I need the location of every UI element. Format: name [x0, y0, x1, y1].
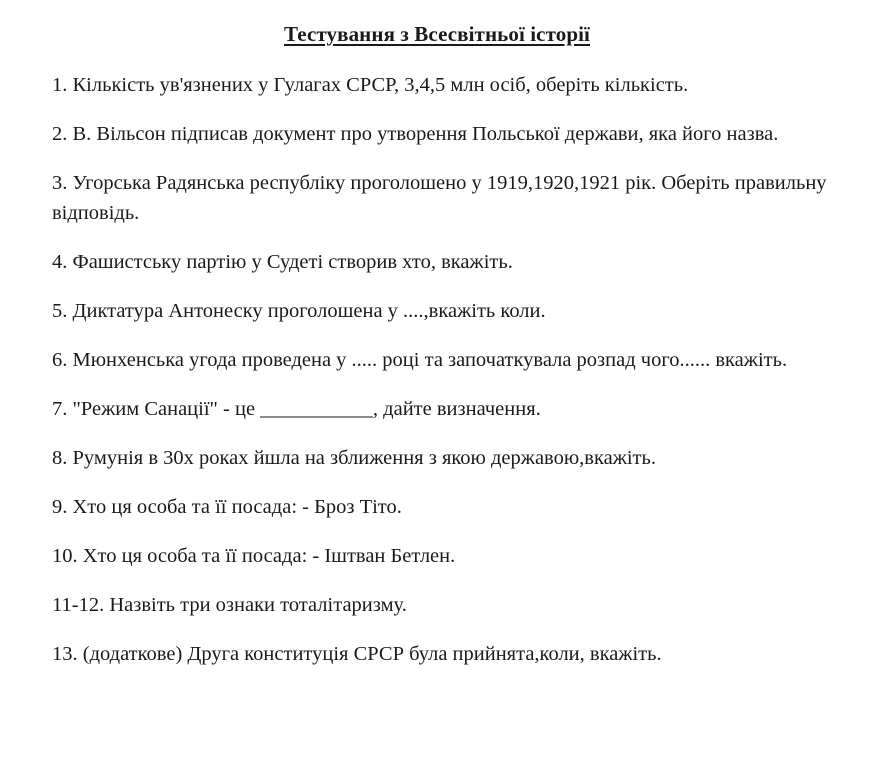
question-item: 8. Румунія в 30х роках йшла на зближення з якою державою,вкажіть. [52, 447, 656, 469]
question-item: 10. Хто ця особа та її посада: - Іштван Бетлен. [52, 545, 456, 567]
question-item: 6. Мюнхенська угода проведена у ..... році та започаткувала розпад чого...... вкажіть. [52, 349, 788, 371]
question-item: 11-12. Назвіть три ознаки тоталітаризму. [52, 594, 407, 616]
question-item: 13. (додаткове) Друга конституція СРСР була прийнята,коли, вкажіть. [52, 643, 662, 665]
question-item: 7. "Режим Санації" - це ___________, дайте визначення. [52, 398, 541, 420]
question-list [52, 70, 842, 688]
question-item: 4. Фашистську партію у Судеті створив хто, вкажіть. [52, 251, 513, 273]
document-title: Тестування з Всесвітньої історії [284, 22, 590, 46]
question-item: 2. В. Вільсон підписав документ про утворення Польської держави, яка його назва. [52, 123, 779, 145]
question-item: 1. Кількість ув'язнених у Гулагах СРСР, 3,4,5 млн осіб, оберіть кількість. [52, 74, 689, 96]
question-item: 5. Диктатура Антонеску проголошена у ....,вкажіть коли. [52, 300, 546, 322]
question-item: 9. Хто ця особа та її посада: - Броз Тіто. [52, 496, 402, 518]
question-item: 3. Угорська Радянська республіку проголошено у 1919,1920,1921 рік. Оберіть правильну відповідь. [52, 172, 827, 224]
